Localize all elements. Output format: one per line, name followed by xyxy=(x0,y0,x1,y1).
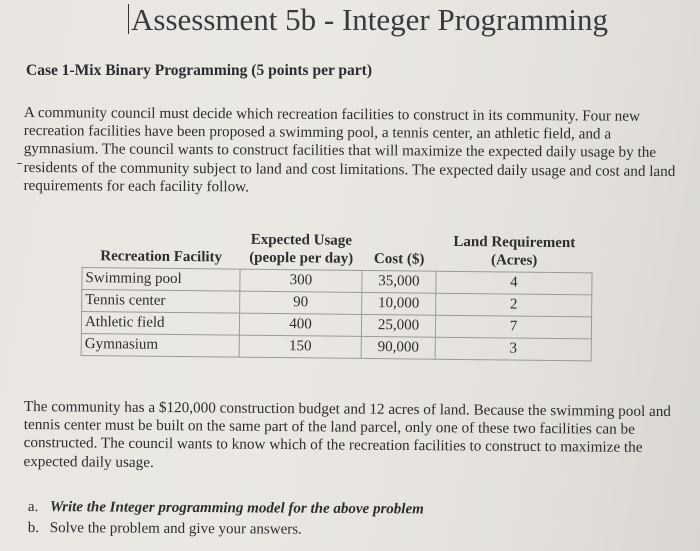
problem-paragraph-2: The community has a $120,000 construction budget and 12 acres of land. Because the swimming pool and tennis center must be built on the same part of the land parcel, only one of these two facilities can be constructed. The council wants to know which of the recreation facilities to construct to maximize the expected daily usage. xyxy=(23,398,671,471)
cell-facility: Tennis center xyxy=(82,290,240,314)
table-header-row xyxy=(82,227,592,273)
task-item-a xyxy=(28,497,424,520)
table-row xyxy=(81,333,591,360)
cell-usage: 150 xyxy=(239,335,361,358)
header-usage xyxy=(240,229,362,271)
cell-usage: 300 xyxy=(240,269,362,292)
cell-cost: 10,000 xyxy=(362,292,436,315)
header-land-line2: (Acres) xyxy=(490,252,538,269)
cell-land: 4 xyxy=(436,271,592,295)
cell-usage: 90 xyxy=(240,291,362,314)
cell-facility: Athletic field xyxy=(81,312,239,336)
header-land-line1: Land Requirement xyxy=(453,233,576,252)
task-marker: b. xyxy=(27,519,40,537)
problem-paragraph-1: A community council must decide which recreation facilities to construct in its community. Four new recreation facilities have been proposed a swimming pool, a tennis center, an athletic field, and a gymnasium. The council wants to construct facilities that will maximize the expected daily usage by the residents of the community subject to land and cost limitations. The expected daily usage and cost and land requirements for each facility follow. xyxy=(23,104,676,196)
task-marker: a. xyxy=(27,498,39,516)
margin-mark xyxy=(17,163,22,164)
cell-land: 2 xyxy=(436,293,592,317)
task-list xyxy=(28,497,424,541)
cell-usage: 400 xyxy=(239,313,361,336)
text-cursor xyxy=(128,4,129,34)
cell-cost: 90,000 xyxy=(361,336,435,359)
header-usage-line2: (people per day) xyxy=(249,249,354,267)
case-heading: Case 1-Mix Binary Programming (5 points per part) xyxy=(26,62,372,79)
cell-facility: Gymnasium xyxy=(81,333,239,357)
cell-facility: Swimming pool xyxy=(82,268,240,292)
header-usage-line1: Expected Usage xyxy=(250,231,353,249)
title-text: Assessment 5b - Integer Programming xyxy=(131,2,608,37)
cell-land: 7 xyxy=(435,315,591,339)
task-item-b xyxy=(28,518,424,541)
header-facility: Recreation Facility xyxy=(100,248,223,266)
facilities-table xyxy=(81,227,593,361)
cell-cost: 25,000 xyxy=(361,314,435,337)
document-title xyxy=(128,2,608,38)
task-text: Solve the problem and give your answers. xyxy=(49,520,302,538)
cell-cost: 35,000 xyxy=(362,270,436,293)
header-land xyxy=(436,231,592,273)
task-text: Write the Integer programming model for the above problem xyxy=(49,499,424,518)
header-cost: Cost ($) xyxy=(373,251,425,268)
cell-land: 3 xyxy=(435,337,591,361)
